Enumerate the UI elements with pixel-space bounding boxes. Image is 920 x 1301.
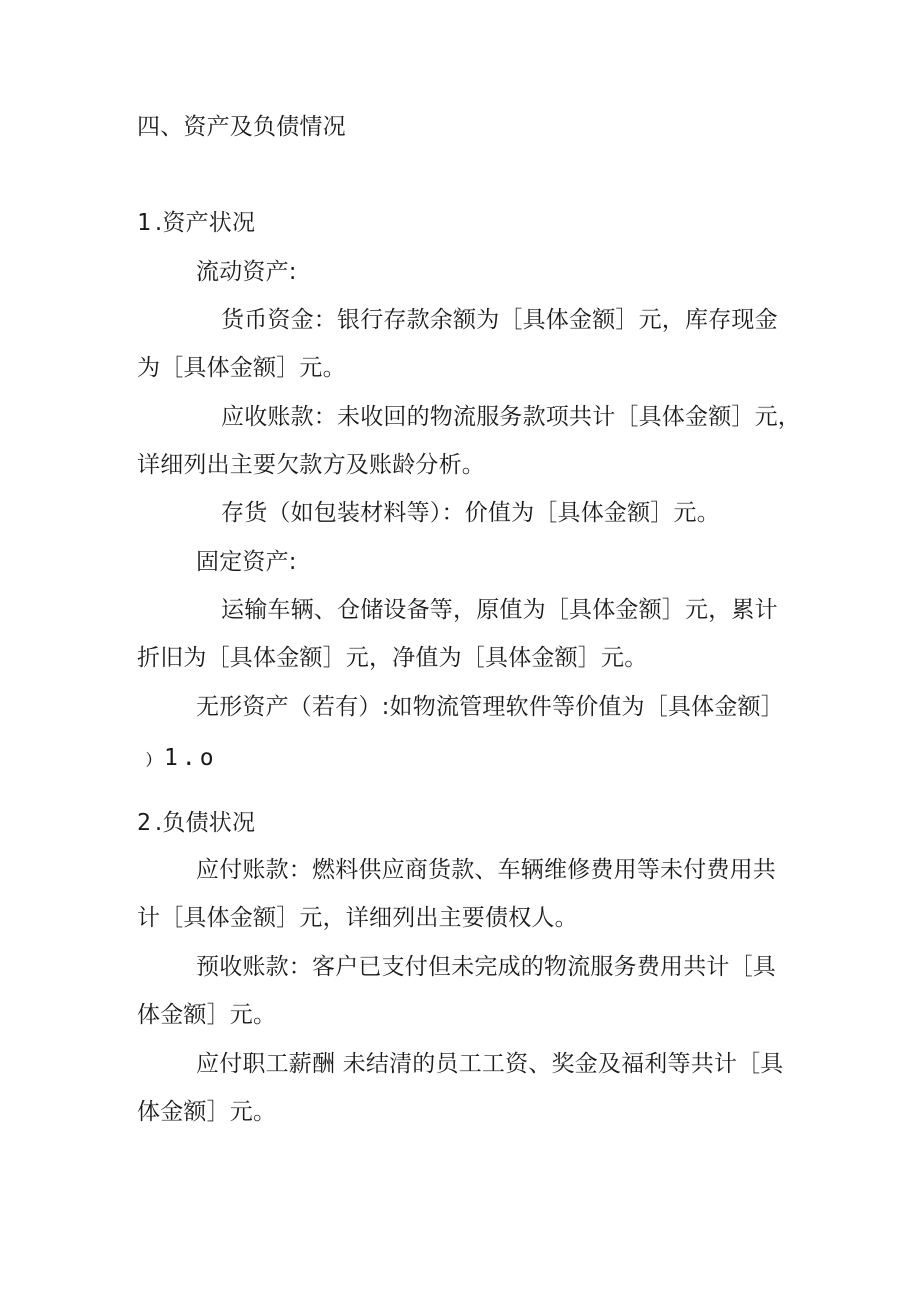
advance-line-2: 体金额］元。 (137, 1002, 277, 1028)
advance-line-1: 预收账款：客户已支付但未完成的物流服务费用共计［具 (196, 954, 776, 980)
section-title: 四、资产及负债情况 (137, 114, 346, 140)
intangible-line-1: 无形资产（若有）:如物流管理软件等价值为［具体金额］ (196, 694, 784, 720)
receivables-line-1: 应收账款：未收回的物流服务款项共计［具体金额］元， (221, 404, 801, 430)
liabilities-heading-text: .负债状况 (154, 810, 256, 836)
fixed-assets-line-2: 折旧为［具体金额］元，净值为［具体金额］元。 (137, 645, 648, 671)
cash-line-2: 为［具体金额］元。 (137, 355, 346, 381)
payroll-line-2: 体金额］元。 (137, 1099, 277, 1125)
inventory-line: 存货（如包装材料等）：价值为［具体金额］元。 (221, 500, 720, 526)
fixed-assets-label: 固定资产: (196, 549, 297, 575)
intangible-line-2: ﹚1.o (137, 745, 218, 771)
assets-heading-text: .资产状况 (154, 210, 256, 236)
assets-heading-number: 1 (137, 210, 155, 236)
fixed-assets-line-1: 运输车辆、仓储设备等，原值为［具体金额］元，累计 (221, 597, 778, 623)
payables-line-1: 应付账款：燃料供应商货款、车辆维修费用等未付费用共 (196, 857, 776, 883)
liabilities-heading (137, 808, 255, 838)
payables-line-2: 计［具体金额］元，详细列出主要债权人。 (137, 905, 578, 931)
cash-line-1: 货币资金：银行存款余额为［具体金额］元，库存现金 (221, 307, 778, 333)
current-assets-label: 流动资产: (196, 259, 297, 285)
receivables-line-2: 详细列出主要欠款方及账龄分析。 (137, 452, 485, 478)
liabilities-heading-number: 2 (137, 810, 155, 836)
assets-heading (137, 208, 255, 238)
payroll-line-1: 应付职工薪酬 未结清的员工工资、奖金及福利等共计［具 (196, 1051, 784, 1077)
